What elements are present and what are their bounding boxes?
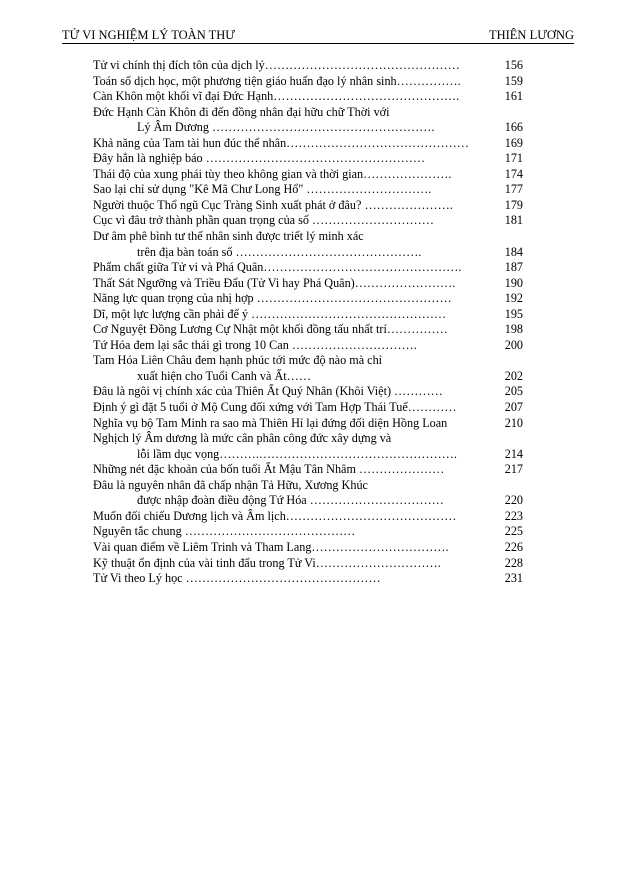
toc-entry-title: Đâu là ngôi vị chính xác của Thiên Ất Quý Nhân (Khôi Việt) ………… [93,384,443,399]
toc-entry-title: Toán số dịch học, một phương tiện giáo huấn đạo lý nhân sinh……………. [93,73,461,88]
toc-entry-page: 159 [504,73,523,88]
toc-entry-title: Nghĩa vụ bộ Tam Minh ra sao mà Thiên Hỉ lại đứng đối diện Hồng Loan [93,415,448,430]
toc-entry-title: Muốn đối chiếu Dương lịch và Âm lịch…………………………………… [93,508,457,523]
toc-entry-title: lỗi lầm dục vọng……….…………………………………………. [137,446,457,461]
toc-entry-page: 225 [504,524,523,539]
toc-entry-page: 210 [504,415,523,430]
toc-entry-page: 228 [504,555,523,570]
toc-entry-title: được nhập đoàn điều động Tứ Hóa …………………………… [137,493,444,508]
toc-entry [93,167,523,183]
toc-entry [93,462,523,478]
toc-entry-page: 169 [504,135,523,150]
toc-entry-title: Tử vi chính thị đích tôn của dịch lý………………………………………… [93,58,460,72]
toc-entry [93,556,523,572]
toc-entry-title: Nghịch lý Âm dương là mức cân phân công đức xây dựng và [93,431,392,446]
toc-entry-title: Sao lại chỉ sử dụng "Kê Mã Chư Long Hổ" …………………………. [93,182,432,197]
toc-entry [93,540,523,556]
toc-entry-title: Tử Vi theo Lý học ………………………………………… [93,571,381,586]
toc-entry-page: 179 [504,197,523,212]
toc-entry [93,198,523,214]
toc-entry-title: Định ý gì đặt 5 tuổi ở Mộ Cung đối xứng với Tam Hợp Thái Tuế………… [93,400,457,415]
toc-entry-title: Những nét đặc khoản của bốn tuổi Ất Mậu Tân Nhâm ………………… [93,462,445,477]
author-name: THIÊN LƯƠNG [488,28,574,42]
toc-entry-title: trên địa bàn toán số ………………………………………. [137,244,422,259]
toc-entry-page: 226 [504,539,523,554]
toc-entry [93,307,523,323]
toc-entry [93,260,523,276]
toc-entry-title: xuất hiện cho Tuổi Canh và Ất…… [137,368,312,383]
toc-entry-page: 166 [504,120,523,135]
toc-entry-title: Nguyên tắc chung …………………………………… [93,524,356,539]
toc-entry [93,213,523,229]
toc-entry-title: Cục vì đâu trở thành phần quan trọng của số ………………………… [93,213,434,228]
toc-entry-page: 223 [504,508,523,523]
toc-entry-title: Thái độ của xung phái tùy theo không gian và thời gian…………………. [93,166,452,181]
toc-entry-page: 181 [504,213,523,228]
toc-entry-title: Năng lực quan trọng của nhị hợp ………………………………………… [93,291,452,306]
toc-entry [93,120,523,136]
toc-entry [93,136,523,152]
toc-entry [93,416,523,432]
table-of-contents [93,58,523,587]
toc-entry-page: 161 [504,89,523,104]
toc-entry [93,276,523,292]
toc-entry [93,400,523,416]
toc-entry-title: Tam Hóa Liên Châu đem hạnh phúc tới mức độ nào mà chỉ [93,353,383,368]
toc-entry [93,571,523,587]
toc-entry [93,322,523,338]
toc-entry-page: 184 [504,244,523,259]
toc-entry [93,353,523,369]
toc-entry [93,74,523,90]
toc-entry-page: 207 [504,400,523,415]
toc-entry [93,245,523,261]
page-header [62,27,574,43]
toc-entry [93,384,523,400]
toc-entry-page: 220 [504,493,523,508]
toc-entry-title: Người thuộc Thổ ngũ Cục Tràng Sinh xuất phát ở đâu? …………………. [93,197,453,212]
toc-entry-title: Kỹ thuật ổn định của vài tinh đẩu trong Tử Vi…………………………. [93,555,441,570]
toc-entry-page: 171 [504,151,523,166]
toc-entry-page: 195 [504,306,523,321]
toc-entry-title: Vài quan điểm về Liêm Trinh và Tham Lang……………………………. [93,539,449,554]
toc-entry [93,229,523,245]
toc-entry [93,509,523,525]
toc-entry-page: 174 [504,166,523,181]
toc-entry-page: 202 [504,368,523,383]
toc-entry-title: Đức Hạnh Càn Khôn đi đến đồng nhân đại hữu chữ Thời với [93,104,390,119]
toc-entry [93,338,523,354]
toc-entry [93,291,523,307]
toc-entry-page: 200 [504,337,523,352]
toc-entry-title: Phẩm chất giữa Tử vi và Phá Quân…………………………………………. [93,260,462,275]
toc-entry-page: 190 [504,275,523,290]
toc-entry-title: Lý Âm Dương ………………………………………………. [137,120,435,135]
toc-entry-title: Cơ Nguyệt Đồng Lương Cự Nhật một khối đồng tấu nhất trí…………… [93,322,448,337]
toc-entry [93,369,523,385]
toc-entry-page: 231 [504,571,523,586]
toc-entry-title: Đây hẳn là nghiệp báo ……………………………………………… [93,151,426,166]
toc-entry [93,151,523,167]
toc-entry [93,182,523,198]
toc-entry-title: Dư âm phê bình tư thế nhân sinh được triết lý minh xác [93,229,364,244]
toc-entry-title: Càn Khôn một khối vĩ đại Đức Hạnh………………………………………. [93,89,460,104]
toc-entry-page: 156 [504,58,523,72]
toc-entry-title: Tứ Hóa đem lại sắc thái gì trong 10 Can …………………………. [93,337,417,352]
header-rule [62,43,574,44]
toc-entry-page: 198 [504,322,523,337]
toc-entry-page: 187 [504,260,523,275]
toc-entry [93,58,523,74]
toc-entry [93,493,523,509]
toc-entry-page: 217 [504,462,523,477]
toc-entry-page: 192 [504,291,523,306]
toc-entry-page: 177 [504,182,523,197]
toc-entry [93,89,523,105]
toc-entry-page: 205 [504,384,523,399]
toc-entry-page: 214 [504,446,523,461]
book-title: TỬ VI NGHIỆM LÝ TOÀN THƯ [62,28,235,42]
toc-entry-title: Dĩ, một lực lượng cần phải để ý ………………………………………… [93,306,447,321]
toc-entry [93,105,523,121]
toc-entry [93,478,523,494]
toc-entry [93,431,523,447]
toc-entry-title: Thất Sát Ngưỡng và Triều Đẩu (Tử Vi hay Phá Quân)……………………. [93,275,456,290]
toc-entry [93,447,523,463]
toc-entry-title: Khả năng của Tam tài hun đúc thể nhân……………………………………… [93,135,469,150]
toc-entry [93,524,523,540]
toc-entry-title: Đâu là nguyên nhân đã chấp nhận Tả Hữu, Xương Khúc [93,477,368,492]
